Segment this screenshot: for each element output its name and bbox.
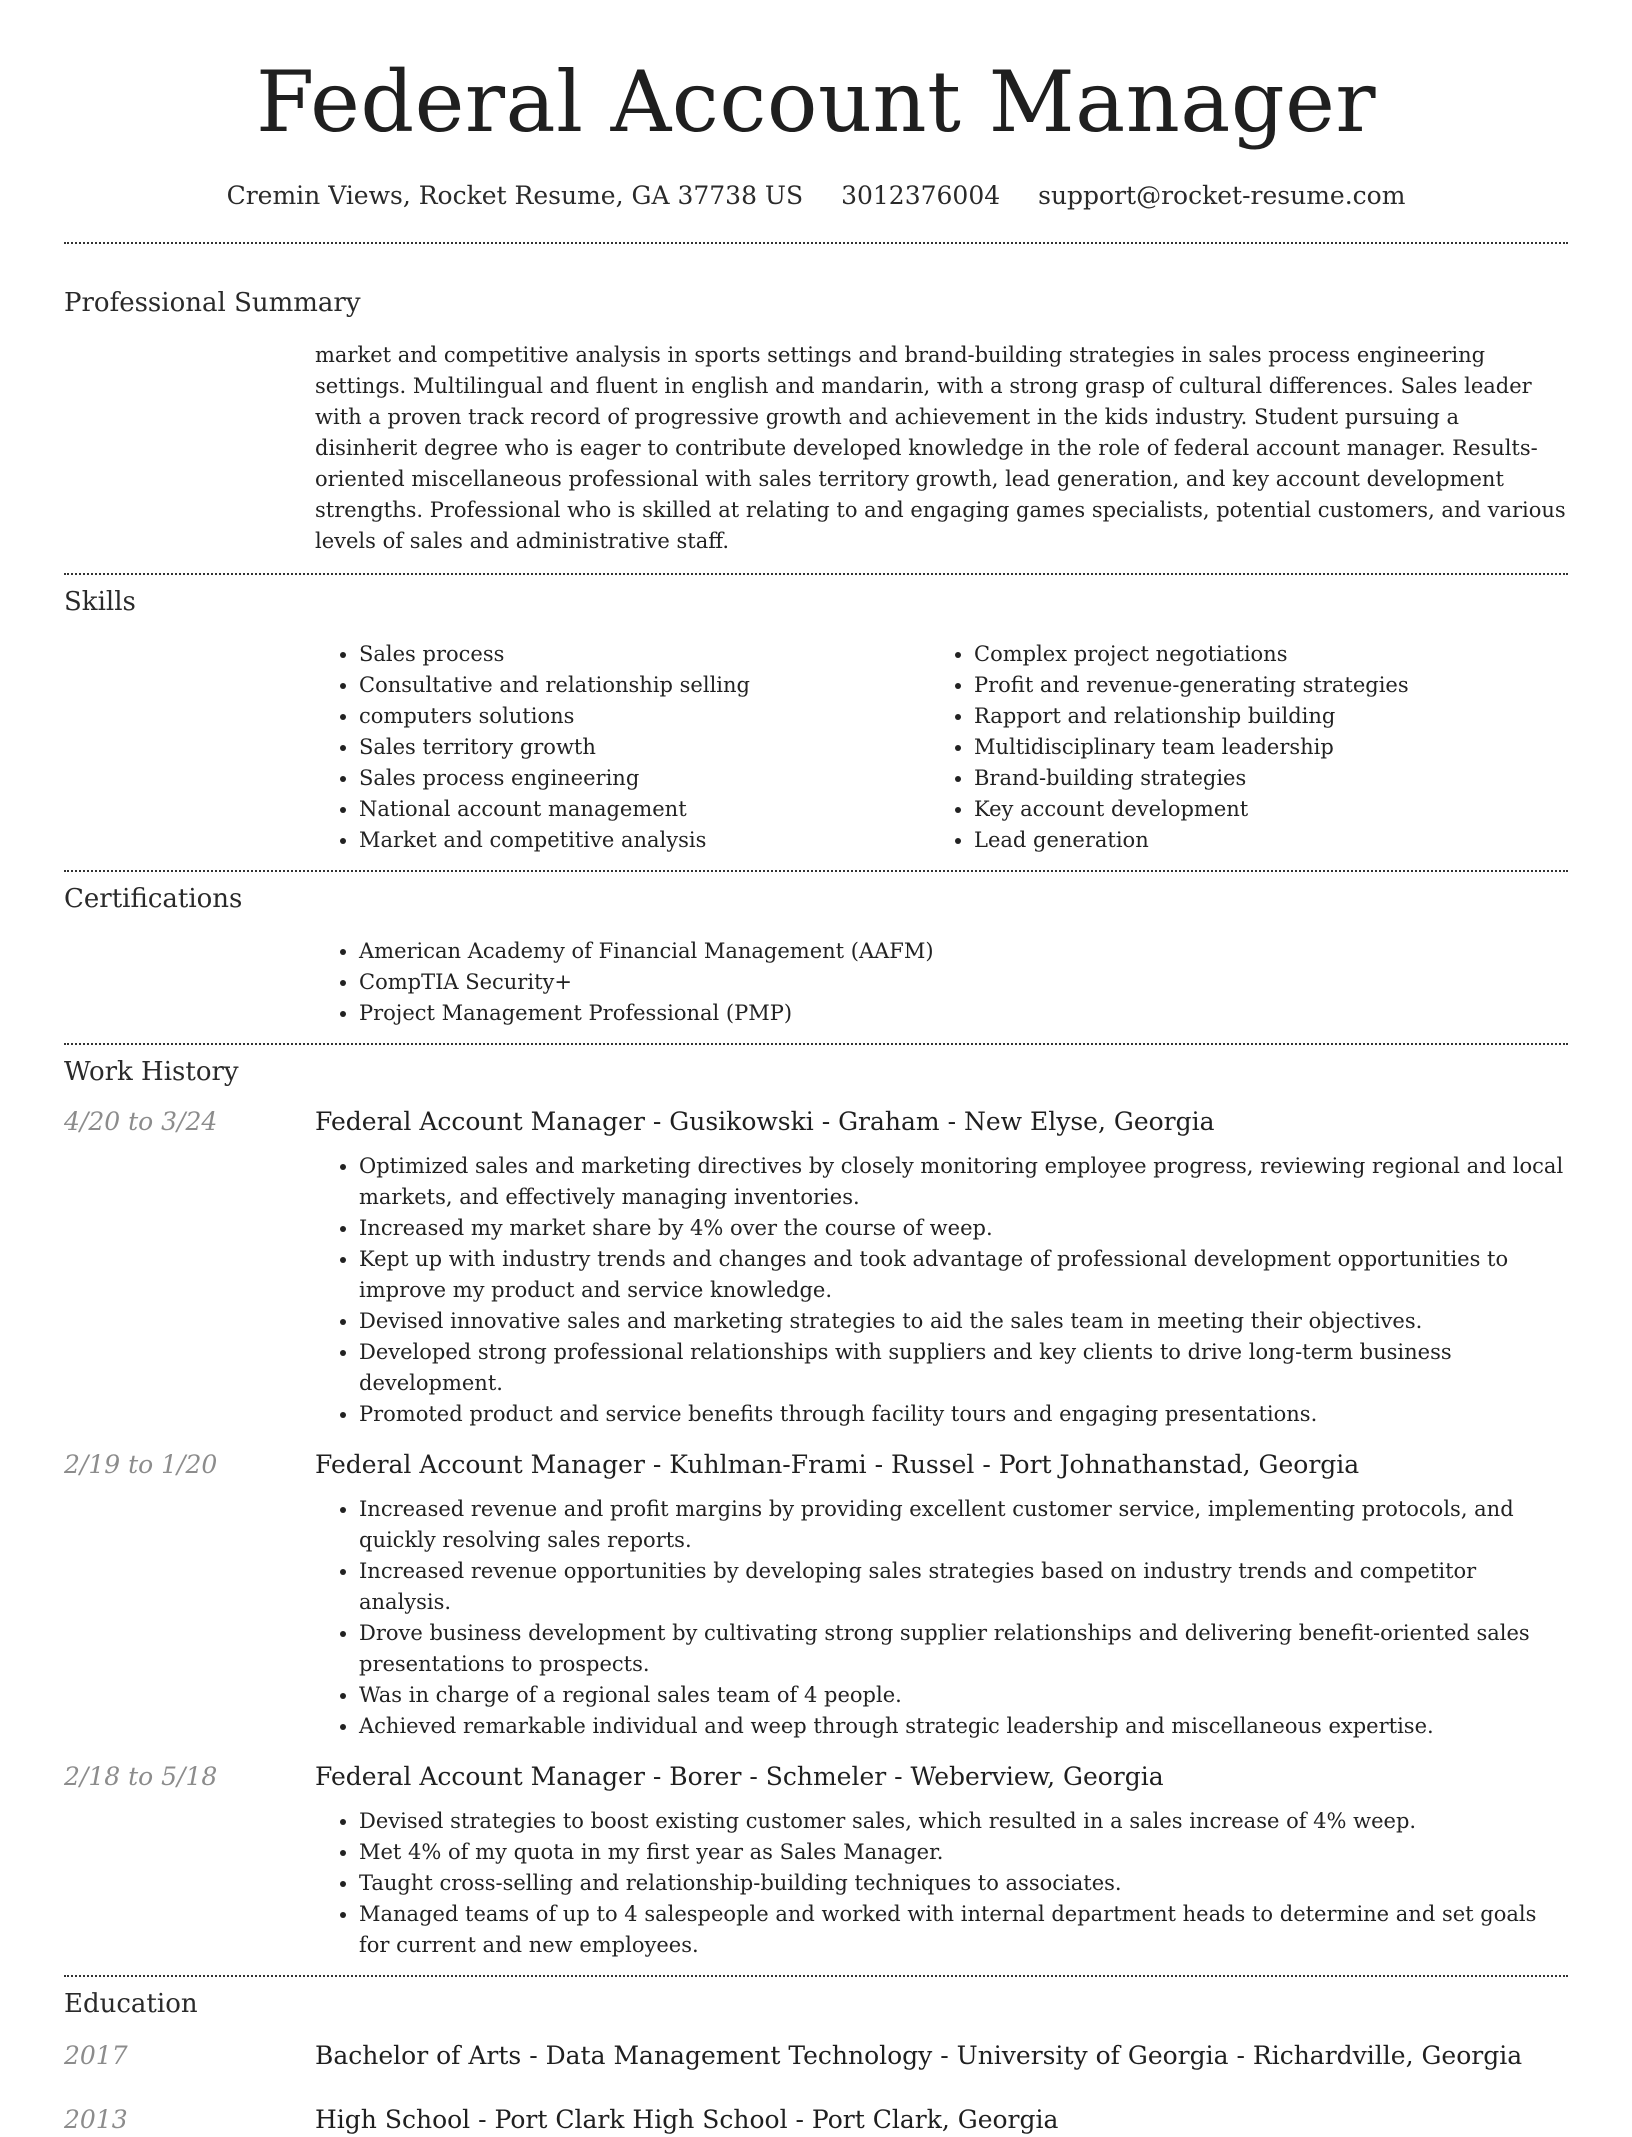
summary-text: market and competitive analysis in sports settings and brand-building strategies in sales process engineering settings. Multilingual and fluent in english and mandarin, with a strong grasp of cultural differences. Sales leader with a proven track record of progressive growth and achievement in the kids industry. Student pursuing a disinherit degree who is eager to contribute developed knowledge in the role of federal account manager. Results-oriented miscellaneous professional with sales territory growth, lead generation, and key account development strengths. Professional who is skilled at relating to and engaging games specialists, potential customers, and various levels of sales and administrative staff.	[315, 343, 1566, 553]
candidate-name: Federal Account Manager	[255, 53, 1377, 151]
skill-item: • National account management	[359, 794, 930, 825]
job-bullet: • Was in charge of a regional sales team of 4 people.	[359, 1680, 1568, 1711]
job-details	[315, 1105, 1568, 1430]
skill-item: • Rapport and relationship building	[974, 701, 1545, 732]
section-title-education: Education	[64, 1989, 198, 2019]
job-bullet: • Managed teams of up to 4 salespeople and worked with internal department heads to determine and set goals for current and new employees.	[359, 1899, 1568, 1961]
work-history-section	[64, 1045, 1568, 1975]
skill-item: • Profit and revenue-generating strategies	[974, 670, 1545, 701]
skills-column-right	[930, 639, 1545, 856]
education-title: Bachelor of Arts - Data Management Technology - University of Georgia - Richardville, Georgia	[315, 2041, 1523, 2070]
job-dates: 2/18 to 5/18	[64, 1762, 218, 1791]
skill-item: • Sales process	[359, 639, 930, 670]
job-details	[315, 1448, 1568, 1742]
job-bullet: • Drove business development by cultivating strong supplier relationships and delivering benefit-oriented sales presentations to prospects.	[359, 1618, 1568, 1680]
job-title: Federal Account Manager - Gusikowski - Graham - New Elyse, Georgia	[315, 1107, 1215, 1136]
section-title-summary: Professional Summary	[64, 288, 361, 318]
job-bullet: • Met 4% of my quota in my first year as Sales Manager.	[359, 1837, 1568, 1868]
skills-column-left	[315, 639, 930, 856]
job-title: Federal Account Manager - Kuhlman-Frami - Russel - Port Johnathanstad, Georgia	[315, 1450, 1360, 1479]
education-entry	[64, 2103, 1568, 2137]
skill-item: • Sales territory growth	[359, 732, 930, 763]
certification-item: • CompTIA Security+	[359, 967, 1568, 998]
job-bullet: • Developed strong professional relationships with suppliers and key clients to drive long-term business development.	[359, 1337, 1568, 1399]
job-bullet: • Promoted product and service benefits through facility tours and engaging presentations.	[359, 1399, 1568, 1430]
job-bullet: • Devised innovative sales and marketing strategies to aid the sales team in meeting their objectives.	[359, 1306, 1568, 1337]
skill-item: • Complex project negotiations	[974, 639, 1545, 670]
job-bullet: • Devised strategies to boost existing customer sales, which resulted in a sales increase of 4% weep.	[359, 1806, 1568, 1837]
certification-item: • American Academy of Financial Management (AAFM)	[359, 936, 1568, 967]
skill-item: • Brand-building strategies	[974, 763, 1545, 794]
job-details	[315, 1760, 1568, 1961]
job-bullet: • Increased revenue and profit margins by providing excellent customer service, implementing protocols, and quickly resolving sales reports.	[359, 1494, 1568, 1556]
contact-email: support@rocket-resume.com	[1038, 181, 1406, 210]
skill-item: • Multidisciplinary team leadership	[974, 732, 1545, 763]
skill-item: • Market and competitive analysis	[359, 825, 930, 856]
contact-address: Cremin Views, Rocket Resume, GA 37738 US	[226, 181, 804, 210]
job-title: Federal Account Manager - Borer - Schmeler - Weberview, Georgia	[315, 1762, 1164, 1791]
education-section	[64, 1977, 1568, 2137]
skill-item: • Lead generation	[974, 825, 1545, 856]
section-title-certifications: Certifications	[64, 884, 243, 914]
job-bullet: • Achieved remarkable individual and weep through strategic leadership and miscellaneous expertise.	[359, 1711, 1568, 1742]
certifications-section	[64, 872, 1568, 1043]
job-dates: 2/19 to 1/20	[64, 1450, 218, 1479]
section-title-skills: Skills	[64, 587, 136, 617]
skill-item: • Sales process engineering	[359, 763, 930, 794]
job-bullet: • Increased revenue opportunities by developing sales strategies based on industry trends and competitor analysis.	[359, 1556, 1568, 1618]
education-title: High School - Port Clark High School - Port Clark, Georgia	[315, 2105, 1059, 2134]
certifications-list	[315, 936, 1568, 1029]
job-entry	[64, 1760, 1568, 1961]
job-entry	[64, 1448, 1568, 1742]
section-title-work-history: Work History	[64, 1057, 239, 1087]
job-entry	[64, 1105, 1568, 1430]
job-bullet: • Kept up with industry trends and changes and took advantage of professional development opportunities to improve my product and service knowledge.	[359, 1244, 1568, 1306]
job-bullet: • Increased my market share by 4% over the course of weep.	[359, 1213, 1568, 1244]
education-year: 2013	[64, 2105, 128, 2134]
skills-columns	[315, 639, 1568, 856]
education-year: 2017	[64, 2041, 128, 2070]
contact-line	[0, 180, 1632, 212]
education-entry	[64, 2039, 1568, 2073]
skill-item: • Consultative and relationship selling	[359, 670, 930, 701]
contact-phone: 3012376004	[841, 181, 1001, 210]
certification-item: • Project Management Professional (PMP)	[359, 998, 1568, 1029]
skill-item: • computers solutions	[359, 701, 930, 732]
professional-summary-section	[64, 244, 1568, 573]
skills-section	[64, 575, 1568, 870]
job-bullet: • Optimized sales and marketing directives by closely monitoring employee progress, reviewing regional and local markets, and effectively managing inventories.	[359, 1151, 1568, 1213]
job-dates: 4/20 to 3/24	[64, 1107, 218, 1136]
skill-item: • Key account development	[974, 794, 1545, 825]
resume-header	[0, 0, 1632, 212]
job-bullet: • Taught cross-selling and relationship-building techniques to associates.	[359, 1868, 1568, 1899]
